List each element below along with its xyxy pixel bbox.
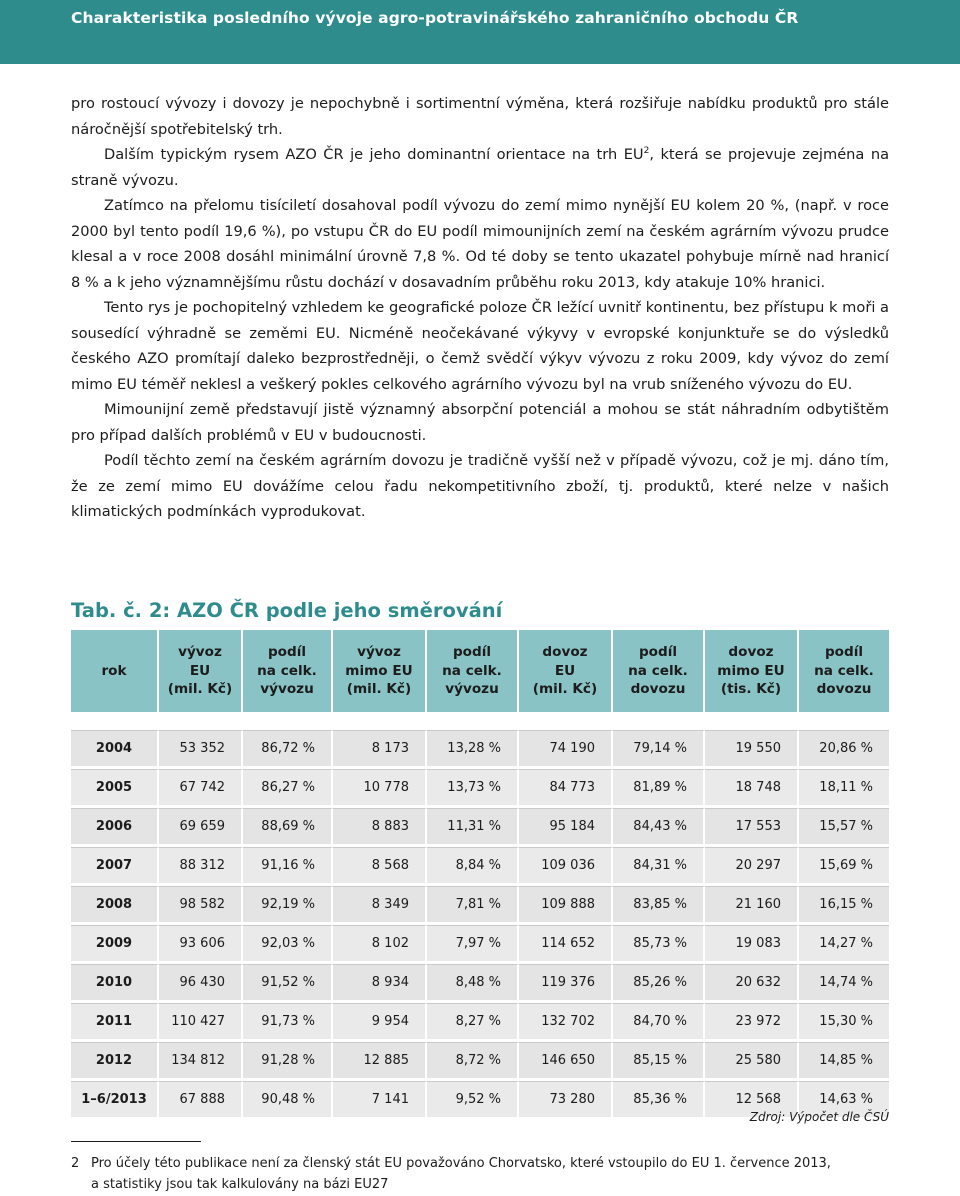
column-header-line: rok	[101, 662, 127, 679]
column-header-line: EU	[189, 662, 211, 679]
table-cell: 8 883	[333, 808, 427, 847]
column-header-line: (mil. Kč)	[167, 681, 233, 698]
table-row	[71, 730, 889, 769]
table-cell: 7,81 %	[427, 886, 519, 925]
table-cell: 16,15 %	[799, 886, 889, 925]
table-cell: 13,28 %	[427, 730, 519, 769]
table-cell: 91,73 %	[243, 1003, 333, 1042]
column-header	[519, 630, 613, 712]
table-cell: 146 650	[519, 1042, 613, 1081]
column-header-line: dovozu	[630, 681, 686, 698]
table-cell: 20 632	[705, 964, 799, 1003]
table-cell: 69 659	[159, 808, 243, 847]
table-cell: 81,89 %	[613, 769, 705, 808]
paragraph-6: Podíl těchto zemí na českém agrárním dovozu je tradičně vyšší než v případě vývozu, což je mj. dáno tím, že ze zemí mimo EU dovážíme celou řadu nekompetitivního zboží, tj. produktů, které nelze v našich klimatických podmínkách vyprodukovat.	[71, 452, 889, 520]
table-cell: 86,72 %	[243, 730, 333, 769]
column-header-line: na celk.	[442, 662, 502, 679]
year-cell: 2005	[71, 769, 159, 808]
table-cell: 96 430	[159, 964, 243, 1003]
table-cell: 67 742	[159, 769, 243, 808]
column-header-line: podíl	[824, 644, 864, 661]
column-header	[159, 630, 243, 712]
column-header-line: na celk.	[257, 662, 317, 679]
table-cell: 14,85 %	[799, 1042, 889, 1081]
table-cell: 14,63 %	[799, 1081, 889, 1120]
table-cell: 84,31 %	[613, 847, 705, 886]
table-cell: 85,15 %	[613, 1042, 705, 1081]
table-cell: 134 812	[159, 1042, 243, 1081]
table-cell: 85,36 %	[613, 1081, 705, 1120]
year-cell: 2008	[71, 886, 159, 925]
paragraph-2-start: Dalším typickým rysem AZO ČR je jeho dominantní orientace na trh EU	[104, 146, 644, 163]
table-cell: 92,19 %	[243, 886, 333, 925]
table-cell: 8,84 %	[427, 847, 519, 886]
table-row	[71, 886, 889, 925]
column-header	[427, 630, 519, 712]
table-cell: 84,70 %	[613, 1003, 705, 1042]
column-header	[243, 630, 333, 712]
footnote-text-cont: a statistiky jsou tak kalkulovány na bázi EU27	[91, 1177, 389, 1192]
year-cell: 2012	[71, 1042, 159, 1081]
table-cell: 132 702	[519, 1003, 613, 1042]
table-cell: 114 652	[519, 925, 613, 964]
table-cell: 67 888	[159, 1081, 243, 1120]
table-cell: 12 885	[333, 1042, 427, 1081]
table-cell: 98 582	[159, 886, 243, 925]
table-cell: 15,57 %	[799, 808, 889, 847]
table-cell: 14,74 %	[799, 964, 889, 1003]
table-cell: 23 972	[705, 1003, 799, 1042]
column-header-line: vývozu	[260, 681, 314, 698]
paragraph-2	[71, 142, 889, 193]
column-header-line: dovozu	[816, 681, 872, 698]
footnote-ref: 2	[643, 146, 650, 157]
column-header-line: dovoz	[728, 644, 774, 661]
table-cell: 17 553	[705, 808, 799, 847]
table-cell: 19 083	[705, 925, 799, 964]
table-cell: 86,27 %	[243, 769, 333, 808]
table-cell: 12 568	[705, 1081, 799, 1120]
table-cell: 91,28 %	[243, 1042, 333, 1081]
table-cell: 53 352	[159, 730, 243, 769]
header-title: Charakteristika posledního vývoje agro-potravinářského zahraničního obchodu ČR	[71, 9, 799, 27]
year-cell: 2009	[71, 925, 159, 964]
column-header-line: (tis. Kč)	[720, 681, 782, 698]
table-row	[71, 1042, 889, 1081]
year-cell: 2011	[71, 1003, 159, 1042]
footnote-text: Pro účely této publikace není za členský stát EU považováno Chorvatsko, které vstoupilo do EU 1. července 2013,	[91, 1156, 831, 1171]
paragraph-3: Zatímco na přelomu tisíciletí dosahoval podíl vývozu do zemí mimo nynější EU kolem 20 %, (např. v roce 2000 byl tento podíl 19,6 %), po vstupu ČR do EU podíl mimounijních zemí na českém agrárním vývozu prudce klesal a v roce 2008 dosáhl minimální úrovně 7,8 %. Od té doby se tento ukazatel pohybuje mírně nad hranicí 8 % a k jeho významnějšímu růstu dochází v dosavadním průběhu roku 2013, kdy atakuje 10% hranici.	[71, 197, 889, 291]
year-cell: 2010	[71, 964, 159, 1003]
table-cell: 18 748	[705, 769, 799, 808]
column-header	[333, 630, 427, 712]
column-header	[71, 630, 159, 712]
table-cell: 18,11 %	[799, 769, 889, 808]
table-cell: 73 280	[519, 1081, 613, 1120]
table-cell: 8,27 %	[427, 1003, 519, 1042]
year-cell: 1–6/2013	[71, 1081, 159, 1120]
column-header-line: vývoz	[178, 644, 222, 661]
column-header-line: vývozu	[445, 681, 499, 698]
table-cell: 14,27 %	[799, 925, 889, 964]
table-cell: 93 606	[159, 925, 243, 964]
table-cell: 8 173	[333, 730, 427, 769]
column-header	[799, 630, 889, 712]
column-header-line: EU	[554, 662, 576, 679]
footnote	[71, 1153, 889, 1195]
year-cell: 2007	[71, 847, 159, 886]
table-cell: 8 349	[333, 886, 427, 925]
table-spacer-cell	[71, 712, 889, 730]
table-cell: 109 036	[519, 847, 613, 886]
table-cell: 9 954	[333, 1003, 427, 1042]
table-cell: 25 580	[705, 1042, 799, 1081]
paragraph-1: pro rostoucí vývozy i dovozy je nepochybně i sortimentní výměna, která rozšiřuje nabídku produktů pro stále náročnější spotřebitelský trh.	[71, 95, 889, 138]
column-header-line: mimo EU	[717, 662, 785, 679]
running-header	[0, 0, 960, 64]
table-row	[71, 808, 889, 847]
table-cell: 95 184	[519, 808, 613, 847]
column-header	[705, 630, 799, 712]
table-cell: 88,69 %	[243, 808, 333, 847]
column-header-line: na celk.	[814, 662, 874, 679]
table-cell: 15,69 %	[799, 847, 889, 886]
table-cell: 19 550	[705, 730, 799, 769]
table-cell: 20,86 %	[799, 730, 889, 769]
column-header-line: dovoz	[542, 644, 588, 661]
table-cell: 119 376	[519, 964, 613, 1003]
column-header-line: (mil. Kč)	[346, 681, 412, 698]
table-row	[71, 847, 889, 886]
table-row	[71, 1003, 889, 1042]
column-header-line: podíl	[452, 644, 492, 661]
table-cell: 15,30 %	[799, 1003, 889, 1042]
source-note: Zdroj: Výpočet dle ČSÚ	[749, 1110, 889, 1124]
table-cell: 84,43 %	[613, 808, 705, 847]
table-cell: 7,97 %	[427, 925, 519, 964]
table-cell: 8,48 %	[427, 964, 519, 1003]
table-cell: 8 934	[333, 964, 427, 1003]
footnote-divider	[71, 1141, 201, 1142]
table-cell: 8 102	[333, 925, 427, 964]
table-cell: 85,26 %	[613, 964, 705, 1003]
column-header-line: na celk.	[628, 662, 688, 679]
table-title: Tab. č. 2: AZO ČR podle jeho směrování	[71, 599, 503, 622]
table-cell: 90,48 %	[243, 1081, 333, 1120]
table-cell: 74 190	[519, 730, 613, 769]
table-cell: 88 312	[159, 847, 243, 886]
table-cell: 79,14 %	[613, 730, 705, 769]
table-cell: 91,52 %	[243, 964, 333, 1003]
paragraph-4: Tento rys je pochopitelný vzhledem ke geografické poloze ČR ležící uvnitř kontinentu, bez přístupu k moři a sousedící výhradně se zeměmi EU. Nicméně neočekávané výkyvy v evropské konjunktuře se do výsledků českého AZO promítají daleko bezprostředněji, o čemž svědčí výkyv vývozu z roku 2009, kdy vývoz do zemí mimo EU téměř neklesl a veškerý pokles celkového agrárního vývozu byl na vrub sníženého vývozu do EU.	[71, 299, 889, 393]
column-header-line: vývoz	[357, 644, 401, 661]
column-header-line: podíl	[267, 644, 307, 661]
table-cell: 92,03 %	[243, 925, 333, 964]
table-cell: 21 160	[705, 886, 799, 925]
table-cell: 8,72 %	[427, 1042, 519, 1081]
table-cell: 110 427	[159, 1003, 243, 1042]
body-text	[71, 91, 889, 525]
year-cell: 2004	[71, 730, 159, 769]
table-cell: 11,31 %	[427, 808, 519, 847]
table-cell: 20 297	[705, 847, 799, 886]
year-cell: 2006	[71, 808, 159, 847]
table-cell: 7 141	[333, 1081, 427, 1120]
paragraph-5: Mimounijní země představují jistě významný absorpční potenciál a mohou se stát náhradním odbytištěm pro případ dalších problémů v EU v budoucnosti.	[71, 401, 889, 444]
export-import-table	[71, 630, 889, 1120]
column-header-line: (mil. Kč)	[532, 681, 598, 698]
table-header-row	[71, 630, 889, 712]
table-cell: 83,85 %	[613, 886, 705, 925]
table-cell: 10 778	[333, 769, 427, 808]
table-cell: 109 888	[519, 886, 613, 925]
column-header	[613, 630, 705, 712]
table-cell: 91,16 %	[243, 847, 333, 886]
column-header-line: podíl	[638, 644, 678, 661]
table-cell: 9,52 %	[427, 1081, 519, 1120]
footnote-number: 2	[71, 1156, 80, 1171]
column-header-line: mimo EU	[345, 662, 413, 679]
table-row	[71, 925, 889, 964]
table-cell: 85,73 %	[613, 925, 705, 964]
table-cell: 8 568	[333, 847, 427, 886]
paragraph-2-end: , která se projevuje zejména na straně vývozu.	[71, 146, 890, 189]
table-cell: 84 773	[519, 769, 613, 808]
table-row	[71, 964, 889, 1003]
table-cell: 13,73 %	[427, 769, 519, 808]
table-row	[71, 769, 889, 808]
table-spacer	[71, 712, 889, 730]
